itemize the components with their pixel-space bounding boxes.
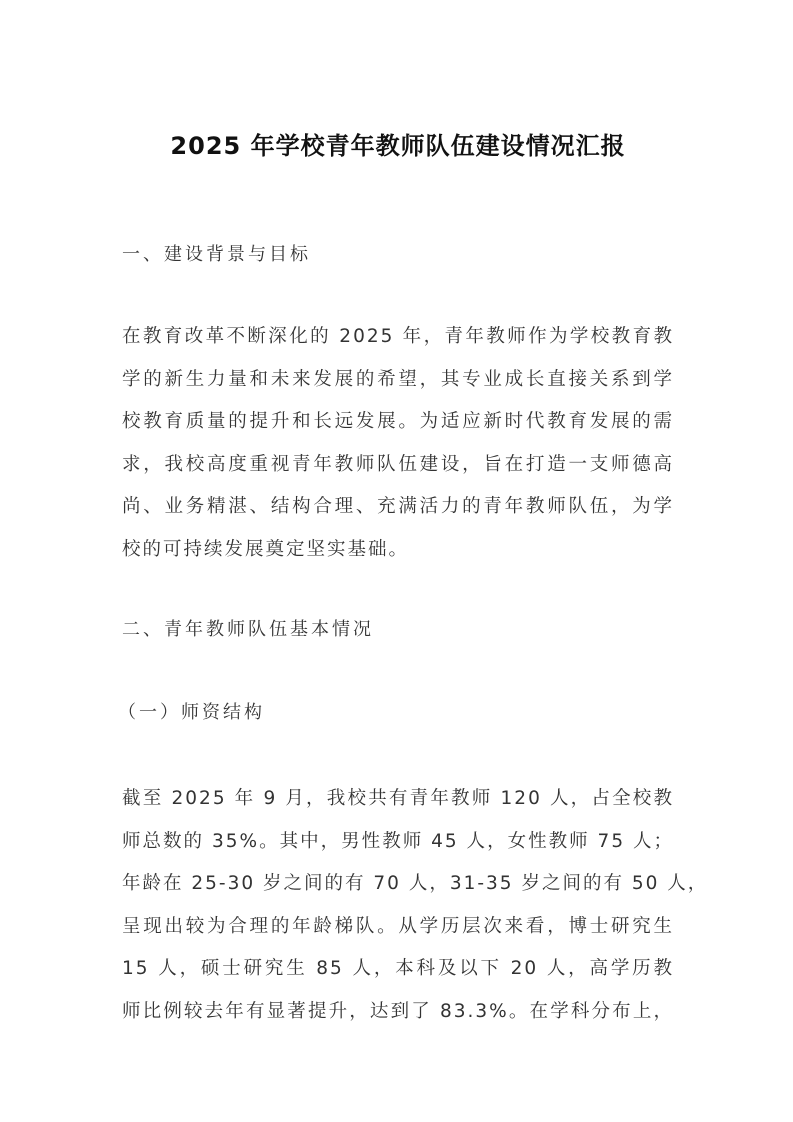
paragraph-line: 15 人，硕士研究生 85 人，本科及以下 20 人，高学历教 bbox=[122, 958, 674, 979]
paragraph-background bbox=[122, 316, 674, 571]
paragraph-line: 在教育改革不断深化的 2025 年，青年教师作为学校教育教 bbox=[122, 326, 674, 347]
paragraph-line: 师总数的 35%。其中，男性教师 45 人，女性教师 75 人； bbox=[122, 830, 674, 852]
section-heading-background-goals: 一、建设背景与目标 bbox=[122, 244, 311, 265]
section-heading-basic-situation: 二、青年教师队伍基本情况 bbox=[122, 619, 374, 640]
paragraph-line: 校教育质量的提升和长远发展。为适应新时代教育发展的需 bbox=[122, 411, 674, 432]
document-title: 2025 年学校青年教师队伍建设情况汇报 bbox=[170, 132, 626, 160]
paragraph-line: 呈现出较为合理的年龄梯队。从学历层次来看，博士研究生 bbox=[122, 915, 674, 937]
paragraph-staff-structure bbox=[122, 778, 709, 1033]
paragraph-line: 截至 2025 年 9 月，我校共有青年教师 120 人，占全校教 bbox=[122, 788, 674, 809]
paragraph-line: 求，我校高度重视青年教师队伍建设，旨在打造一支师德高 bbox=[122, 453, 674, 475]
paragraph-line: 年龄在 25-30 岁之间的有 70 人，31-35 岁之间的有 50 人， bbox=[122, 873, 709, 894]
paragraph-line: 尚、业务精湛、结构合理、充满活力的青年教师队伍，为学 bbox=[122, 496, 674, 517]
subsection-heading-staff-structure: （一）师资结构 bbox=[118, 702, 265, 723]
paragraph-line: 学的新生力量和未来发展的希望，其专业成长直接关系到学 bbox=[122, 368, 674, 390]
paragraph-line: 师比例较去年有显著提升，达到了 83.3%。在学科分布上， bbox=[122, 1000, 674, 1022]
paragraph-line: 校的可持续发展奠定坚实基础。 bbox=[122, 538, 410, 560]
